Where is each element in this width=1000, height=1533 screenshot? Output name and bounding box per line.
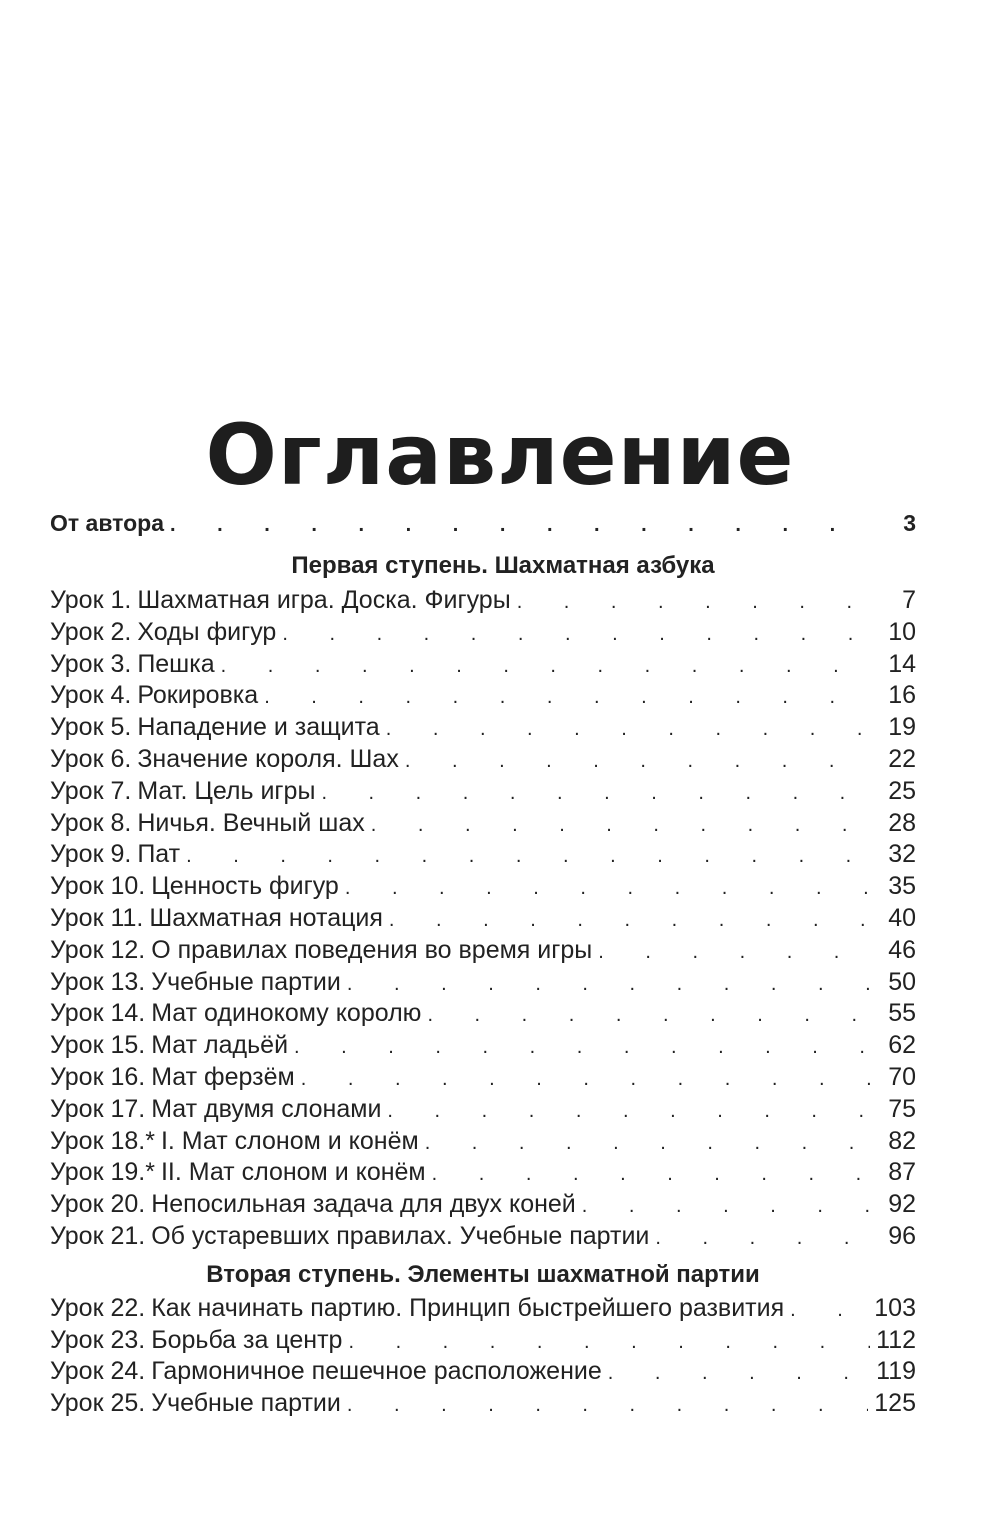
lesson-title: Мат ферзём [151,1062,295,1091]
toc-page-number: 22 [888,744,916,773]
lesson-title: Учебные партии [151,1389,341,1418]
lesson-number: Урок 19.* [50,1158,155,1187]
toc-entry[interactable] [50,680,916,712]
dot-leader [389,905,870,937]
lesson-number: Урок 18.* [50,1126,155,1155]
toc-page-number: 103 [874,1293,916,1322]
lesson-number: Урок 14. [50,999,146,1028]
lesson-number: Урок 7. [50,776,132,805]
lesson-number: Урок 8. [50,808,132,837]
dot-leader [790,1295,868,1327]
dot-leader [425,1128,870,1160]
toc-entry[interactable] [50,1325,916,1357]
lesson-number: Урок 17. [50,1094,146,1123]
lesson-number: Урок 10. [50,872,146,901]
toc-page-number: 92 [888,1190,916,1219]
dot-leader [264,682,870,714]
lesson-title: II. Мат слоном и конём [160,1158,426,1187]
dot-leader [598,937,870,969]
toc-entry[interactable] [50,808,916,840]
toc-entry[interactable] [50,1221,916,1253]
toc-page-number: 40 [888,903,916,932]
lesson-title: Нападение и защита [137,713,380,742]
lesson-number: Урок 5. [50,713,132,742]
lesson-number: Урок 24. [50,1357,146,1386]
lesson-number: Урок 9. [50,840,132,869]
toc-page-number: 16 [888,681,916,710]
toc-entry[interactable] [50,585,916,617]
lesson-title: Учебные партии [151,967,341,996]
toc-page-number: 75 [888,1094,916,1123]
toc-entry[interactable] [50,998,916,1030]
toc-page-number: 55 [888,999,916,1028]
lesson-number: Урок 2. [50,617,132,646]
dot-leader [608,1358,870,1390]
toc-page-number: 28 [888,808,916,837]
toc-entry[interactable] [50,617,916,649]
dot-leader [655,1223,870,1255]
dot-leader [282,619,870,651]
lesson-title: Мат ладьёй [151,1031,289,1060]
page-title: Оглавление [205,406,795,504]
toc-page-number: 82 [888,1126,916,1155]
toc-page-number: 112 [876,1325,916,1354]
dot-leader [387,1096,870,1128]
lesson-number: Урок 21. [50,1221,146,1250]
lesson-title: Об устаревших правилах. Учебные партии [151,1221,650,1250]
lesson-number: Урок 25. [50,1389,146,1418]
dot-leader [371,810,870,842]
lesson-title: Шахматная игра. Доска. Фигуры [137,586,511,614]
lesson-number: Урок 6. [50,744,132,773]
toc-page-number: 25 [888,776,916,805]
lesson-number: Урок 12. [50,935,146,964]
toc-page-number: 96 [888,1221,916,1250]
lesson-number: Урок 22. [50,1293,146,1322]
toc-entry[interactable] [50,1157,916,1189]
toc-entry[interactable] [50,1388,916,1420]
toc-entry[interactable] [50,1356,916,1388]
toc-entry[interactable] [50,712,916,744]
toc-entry[interactable] [50,1062,916,1094]
lesson-title: Непосильная задача для двух коней [151,1190,576,1219]
dot-leader [186,841,870,873]
lesson-title: Шахматная нотация [149,903,383,932]
lesson-title: Гармоничное пешечное расположение [151,1357,602,1386]
dot-leader [347,969,870,1001]
section-1-lessons [50,585,916,1253]
toc-entry[interactable] [50,1189,916,1221]
toc-entry[interactable] [50,1030,916,1062]
lesson-title: Мат двумя слонами [151,1094,382,1123]
toc-entry[interactable] [50,649,916,681]
lesson-title: Ходы фигур [137,617,277,646]
toc-entry[interactable] [50,839,916,871]
dot-leader [321,778,870,810]
lesson-title: Ничья. Вечный шах [137,808,365,837]
toc-page-number: 70 [888,1062,916,1091]
toc-page-number: 10 [888,617,916,646]
dot-leader [427,1000,870,1032]
lesson-title: I. Мат слоном и конём [160,1126,419,1155]
lesson-number: Урок 16. [50,1062,146,1091]
toc-entry[interactable] [50,935,916,967]
dot-leader [294,1032,870,1064]
lesson-number: Урок 23. [50,1325,146,1354]
lesson-title: Ценность фигур [151,872,339,901]
section-heading-1: Первая ступень. Шахматная азбука [291,552,715,579]
dot-leader [348,1327,870,1359]
lesson-title: Пешка [137,649,215,678]
lesson-number: Урок 4. [50,681,132,710]
lesson-number: Урок 20. [50,1190,146,1219]
lesson-number: Урок 3. [50,649,132,678]
toc-page-number: 35 [888,872,916,901]
toc-entry[interactable] [50,1126,916,1158]
toc-entry[interactable] [50,1094,916,1126]
section-2-lessons [50,1293,916,1420]
toc-entry-label: От автора [50,510,165,536]
dot-leader [432,1159,870,1191]
toc-page-number: 14 [888,649,916,678]
lesson-title: Мат одинокому королю [151,999,422,1028]
toc-entry-author[interactable] [50,505,916,541]
dot-leader [386,714,870,746]
lesson-title: О правилах поведения во время игры [151,935,593,964]
dot-leader [517,587,870,619]
toc-entry[interactable] [50,903,916,935]
dot-leader [301,1064,870,1096]
toc-page-number: 7 [902,586,916,614]
dot-leader [170,507,870,543]
toc-entry[interactable] [50,1293,916,1325]
toc-page-number: 3 [903,510,916,536]
toc-page-number: 119 [876,1357,916,1386]
lesson-title: Значение короля. Шах [137,744,399,773]
lesson-number: Урок 1. [50,586,132,614]
toc-entry[interactable] [50,744,916,776]
lesson-title: Мат. Цель игры [137,776,316,805]
lesson-title: Борьба за центр [151,1325,343,1354]
lesson-title: Как начинать партию. Принцип быстрейшего развития [151,1293,785,1322]
toc-page-number: 87 [888,1158,916,1187]
toc-page-number: 19 [888,713,916,742]
dot-leader [221,651,870,683]
dot-leader [347,1390,868,1422]
toc-page-number: 50 [888,967,916,996]
lesson-title: Пат [137,840,181,869]
dot-leader [405,746,870,778]
section-heading-2: Вторая ступень. Элементы шахматной партии [206,1260,760,1288]
toc-entry[interactable] [50,967,916,999]
table-of-contents [50,505,916,1420]
toc-entry[interactable] [50,871,916,903]
lesson-number: Урок 15. [50,1031,146,1060]
toc-page-number: 125 [874,1389,916,1418]
dot-leader [345,873,870,905]
dot-leader [582,1191,870,1223]
toc-entry[interactable] [50,776,916,808]
toc-page-number: 32 [888,840,916,869]
toc-page-number: 62 [888,1031,916,1060]
lesson-title: Рокировка [137,681,259,710]
toc-page-number: 46 [888,935,916,964]
lesson-number: Урок 11. [50,903,144,932]
lesson-number: Урок 13. [50,967,146,996]
